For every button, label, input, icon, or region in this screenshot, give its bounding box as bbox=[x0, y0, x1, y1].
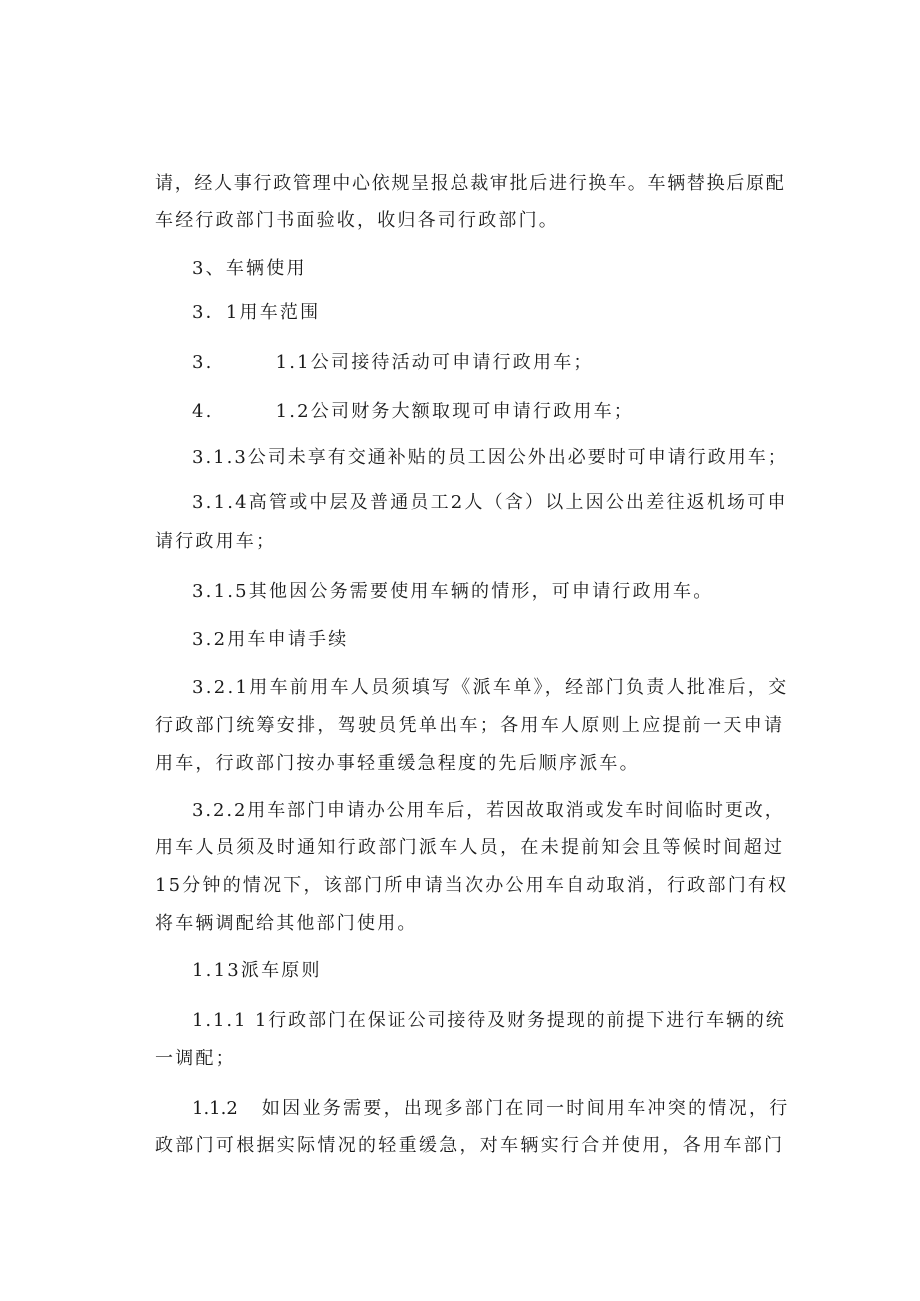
heading-3: 3、车辆使用 bbox=[192, 258, 307, 279]
list-item-3-2-2-line-4: 将车辆调配给其他部门使用。 bbox=[155, 913, 418, 934]
list-item-text: 1.1公司接待活动可申请行政用车； bbox=[275, 352, 594, 373]
list-item-3-2-2-line-1: 3.2.2用车部门申请办公用车后，若因故取消或发车时间临时更改， bbox=[192, 800, 785, 821]
list-item-1-1-1-line-1: 1.1.1 1行政部门在保证公司接待及财务提现的前提下进行车辆的统 bbox=[192, 1010, 786, 1031]
list-item-3-2-2-line-3: 15分钟的情况下，该部门所申请当次办公用车自动取消，行政部门有权 bbox=[155, 875, 789, 896]
list-item-3-2-2-line-2: 用车人员须及时通知行政部门派车人员，在未提前知会且等候时间超过 bbox=[155, 837, 785, 858]
list-item-3-1-2 bbox=[192, 400, 634, 424]
list-item-3-1-4-line-2: 请行政用车； bbox=[155, 531, 277, 552]
list-item-number: 1.1.2 bbox=[192, 1098, 238, 1119]
list-item-text: 1.2公司财务大额取现可申请行政用车； bbox=[275, 401, 635, 422]
list-item-3-2-1-line-2: 行政部门统筹安排，驾驶员凭单出车；各用车人原则上应提前一天申请 bbox=[155, 715, 785, 736]
list-item-3-2-1-line-3: 用车，行政部门按办事轻重缓急程度的先后顺序派车。 bbox=[155, 753, 640, 774]
heading-3-2: 3.2用车申请手续 bbox=[192, 629, 349, 650]
list-item-1-1-2-line-2: 政部门可根据实际情况的轻重缓急，对车辆实行合并使用，各用车部门 bbox=[155, 1135, 785, 1156]
list-item-1-1-1-line-2: 一调配； bbox=[155, 1048, 236, 1069]
list-item-3-2-1-line-1: 3.2.1用车前用车人员须填写《派车单》，经部门负责人批准后，交 bbox=[192, 677, 789, 698]
list-item-text: 如因业务需要，出现多部门在同一时间用车冲突的情况，行 bbox=[261, 1098, 790, 1119]
heading-3-1: 3．1用车范围 bbox=[192, 302, 321, 323]
list-item-3-1-5: 3.1.5其他因公务需要使用车辆的情形，可申请行政用车。 bbox=[192, 581, 714, 602]
list-item-1-1-2-line-1 bbox=[192, 1097, 790, 1121]
para-1-line-1: 请，经人事行政管理中心依规呈报总裁审批后进行换车。车辆替换后原配 bbox=[155, 173, 786, 194]
list-item-number: 4. bbox=[192, 401, 214, 422]
list-item-number: 3. bbox=[192, 352, 214, 373]
heading-1-13: 1.13派车原则 bbox=[192, 960, 322, 981]
para-1-line-2: 车经行政部门书面验收，收归各司行政部门。 bbox=[155, 210, 559, 231]
list-item-3-1-1 bbox=[192, 351, 594, 375]
list-item-3-1-3: 3.1.3公司未享有交通补贴的员工因公外出必要时可申请行政用车； bbox=[192, 447, 788, 468]
list-item-3-1-4-line-1: 3.1.4高管或中层及普通员工2人（含）以上因公出差往返机场可申 bbox=[192, 492, 788, 513]
